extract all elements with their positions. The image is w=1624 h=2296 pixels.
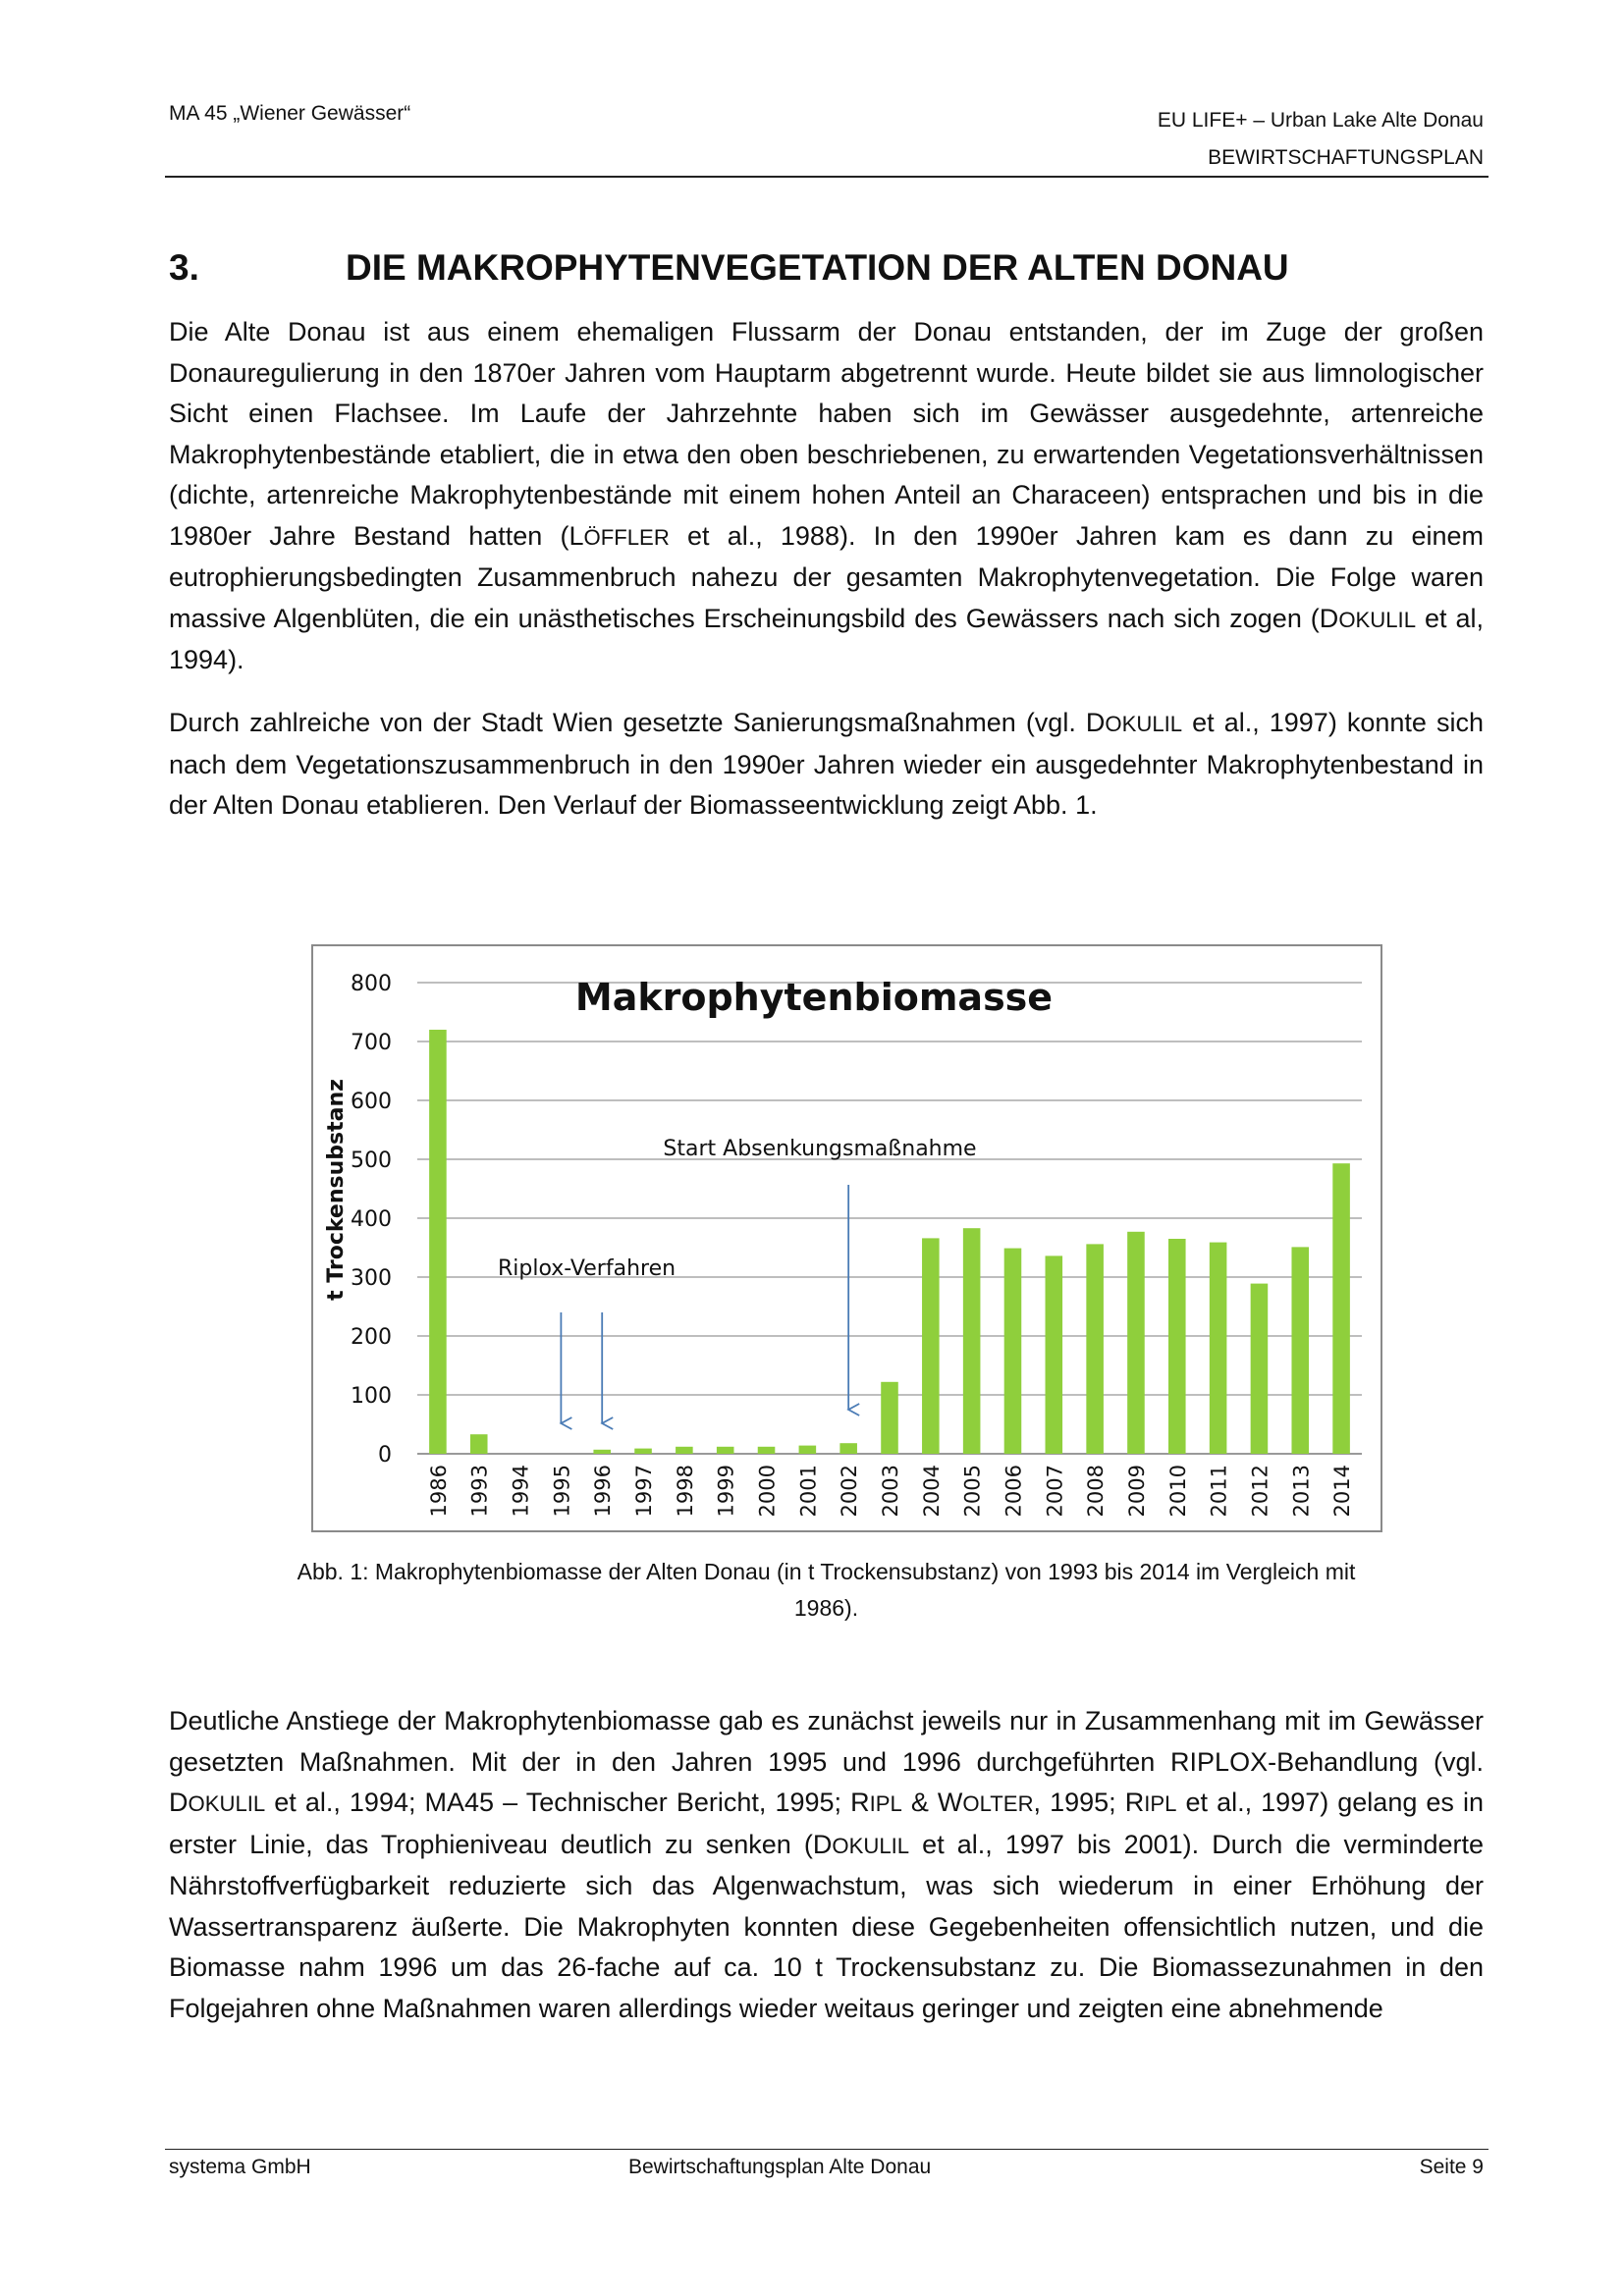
biomass-chart-svg <box>313 946 1380 1530</box>
x-tick-label: 2012 <box>1248 1465 1272 1518</box>
footer-left: systema GmbH <box>169 2156 311 2178</box>
chapter-title: DIE MAKROPHYTENVEGETATION DER ALTEN DONAU <box>346 247 1289 288</box>
bar-2014 <box>1332 1163 1350 1454</box>
caption-line-1: Abb. 1: Makrophytenbiomasse der Alten Donau (in t Trockensubstanz) von 1993 bis 2014 im Vergleich mit <box>297 1559 1356 1584</box>
x-tick-label: 2010 <box>1165 1465 1190 1518</box>
paragraph-3: Deutliche Anstiege der Makrophytenbiomasse gab es zunächst jeweils nur in Zusammenhang mit im Gewässer gesetzten Maßnahmen. Mit der in den Jahren 1995 und 1996 durchgeführten RIPLOX-Behandlung (vgl. DOKULIL et al., 1994; MA45 – Technischer Bericht, 1995; RIPL & WOLTER, 1995; RIPL et al., 1997) gelang es in erster Linie, das Trophieniveau deutlich zu senken (DOKULIL et al., 1997 bis 2001). Durch die verminderte Nährstoffverfügbarkeit reduzierte sich das Algenwachstum, was sich wiederum in einer Erhöhung der Wassertransparenz äußerte. Die Makrophyten konnten diese Gegebenheiten offensichtlich nutzen, und die Biomasse nahm 1996 um das 26-fache auf ca. 10 t Trockensubstanz zu. Die Biomassezunahmen in den Folgejahren ohne Maßnahmen waren allerdings wieder weitaus geringer und zeigten eine abnehmende <box>169 1706 1485 2023</box>
bar-2002 <box>839 1443 857 1454</box>
x-tick-label: 2007 <box>1043 1465 1067 1518</box>
header-left: MA 45 „Wiener Gewässer“ <box>169 102 411 125</box>
y-tick-label: 200 <box>351 1325 392 1350</box>
bar-2008 <box>1086 1244 1104 1454</box>
bar-2004 <box>922 1238 940 1454</box>
y-tick-label: 100 <box>351 1384 392 1409</box>
bar-1997 <box>634 1449 652 1454</box>
x-tick-label: 1999 <box>714 1465 738 1518</box>
bar-2010 <box>1168 1239 1186 1454</box>
x-tick-label: 2002 <box>838 1465 862 1518</box>
header-right-line1: EU LIFE+ – Urban Lake Alte Donau <box>1157 109 1484 132</box>
annotation-riplox: Riplox-Verfahren <box>498 1256 677 1281</box>
annotation-absenkung: Start Absenkungsmaßnahme <box>663 1137 977 1161</box>
paragraph-1: Die Alte Donau ist aus einem ehemaligen Flussarm der Donau entstanden, der im Zuge der großen Donauregulierung in den 1870er Jahren vom Hauptarm abgetrennt wurde. Heute bildet sie aus limnologischer Sicht einen Flachsee. Im Laufe der Jahrzehnte haben sich im Gewässer ausgedehnte, artenreiche Makrophytenbestände etabliert, die in etwa den oben beschriebenen, zu erwartenden Vegetationsverhältnissen (dichte, artenreiche Makrophytenbestände mit einem hohen Anteil an Characeen) entsprachen und bis in die 1980er Jahre Bestand hatten (LÖFFLER et al., 1988). In den 1990er Jahren kam es dann zu einem eutrophierungsbedingten Zusammenbruch nahezu der gesamten Makrophytenvegetation. Die Folge waren massive Algenblüten, die ein unästhetisches Erscheinungsbild des Gewässers nach sich zogen (DOKULIL et al, 1994). <box>169 317 1484 674</box>
x-tick-label: 1998 <box>673 1465 697 1518</box>
x-tick-label: 2014 <box>1330 1465 1355 1518</box>
y-tick-label: 300 <box>351 1266 392 1291</box>
bar-2009 <box>1127 1232 1145 1454</box>
header-right <box>1158 102 1484 177</box>
footer-divider <box>165 2149 1489 2150</box>
y-tick-label: 400 <box>351 1207 392 1232</box>
bar-1998 <box>676 1447 693 1454</box>
bar-1993 <box>470 1434 488 1454</box>
x-tick-label: 2009 <box>1124 1465 1149 1518</box>
x-tick-label: 2000 <box>755 1465 780 1518</box>
x-tick-label: 1994 <box>509 1465 533 1518</box>
x-tick-label: 2005 <box>960 1465 985 1518</box>
bar-2001 <box>799 1446 817 1454</box>
bar-1986 <box>429 1030 447 1454</box>
chapter-number: 3. <box>169 247 199 288</box>
bar-2006 <box>1004 1249 1022 1454</box>
bar-2012 <box>1251 1284 1269 1454</box>
y-tick-label: 700 <box>351 1031 392 1055</box>
biomass-chart <box>311 944 1382 1532</box>
bar-2003 <box>881 1382 898 1454</box>
x-tick-label: 1986 <box>426 1465 451 1518</box>
paragraph-2: Durch zahlreiche von der Stadt Wien gesetzte Sanierungsmaßnahmen (vgl. DOKULIL et al., 1997) konnte sich nach dem Vegetationszusammenbruch in den 1990er Jahren wieder ein ausgedehnter Makrophytenbestand in der Alten Donau etablieren. Den Verlauf der Biomasseentwicklung zeigt Abb. 1. <box>169 708 1484 820</box>
x-tick-label: 2003 <box>879 1465 902 1518</box>
bar-2007 <box>1046 1255 1063 1454</box>
x-tick-label: 1996 <box>591 1465 616 1518</box>
header-right-line2: BEWIRTSCHAFTUNGSPLAN <box>1208 146 1484 169</box>
x-tick-label: 1995 <box>550 1465 574 1518</box>
x-tick-label: 2006 <box>1001 1465 1026 1518</box>
x-tick-label: 2008 <box>1084 1465 1109 1518</box>
figure-caption <box>169 1554 1484 1627</box>
bar-1996 <box>593 1450 611 1454</box>
footer-page-number: Seite 9 <box>1419 2156 1484 2178</box>
y-tick-label: 600 <box>351 1090 392 1114</box>
chart-y-axis-label: t Trockensubstanz <box>324 1079 349 1301</box>
y-tick-label: 800 <box>351 972 392 996</box>
bar-2013 <box>1291 1247 1309 1454</box>
y-tick-label: 0 <box>378 1443 392 1468</box>
x-tick-label: 2011 <box>1207 1465 1231 1518</box>
header-divider <box>165 176 1489 178</box>
x-tick-label: 2013 <box>1289 1465 1314 1518</box>
bar-2000 <box>758 1447 776 1454</box>
y-tick-label: 500 <box>351 1148 392 1173</box>
caption-line-2: 1986). <box>793 1595 859 1621</box>
chart-title: Makrophytenbiomasse <box>574 976 1054 1019</box>
x-tick-label: 2001 <box>796 1465 821 1518</box>
bar-1999 <box>717 1447 734 1454</box>
x-tick-label: 1993 <box>467 1465 492 1518</box>
x-tick-label: 1997 <box>632 1465 657 1518</box>
bar-2005 <box>963 1228 981 1454</box>
x-tick-label: 2004 <box>919 1465 944 1518</box>
footer-center: Bewirtschaftungsplan Alte Donau <box>628 2156 932 2178</box>
bar-2011 <box>1210 1243 1227 1454</box>
